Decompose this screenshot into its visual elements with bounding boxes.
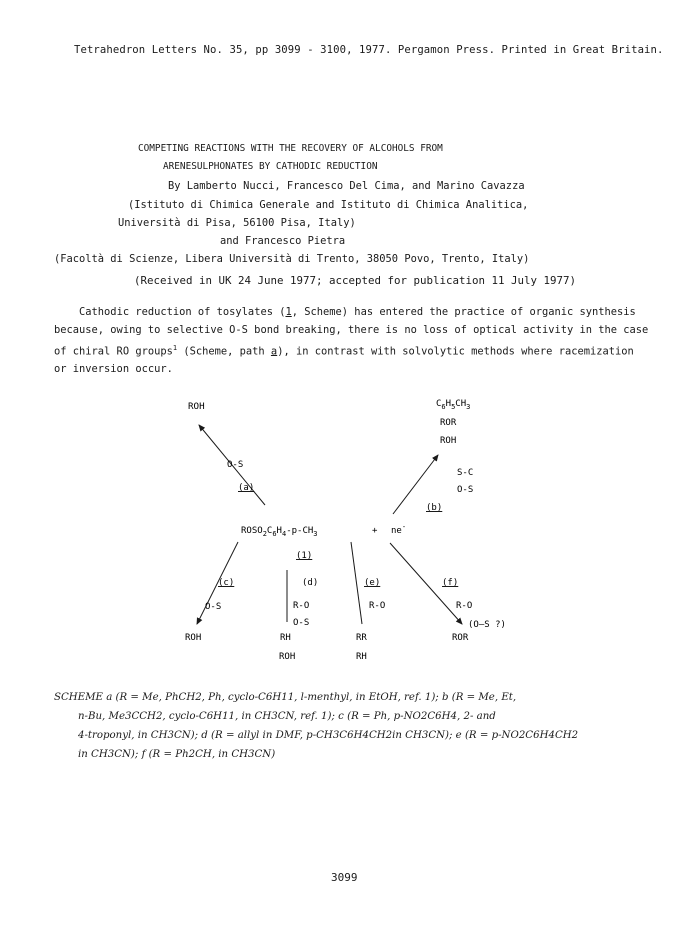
plus-sign: + <box>372 526 378 536</box>
page-number: 3099 <box>331 871 358 884</box>
received-dates: (Received in UK 24 June 1977; accepted for publication 11 July 1977) <box>134 274 577 287</box>
path-b-product-3: ROH <box>440 436 457 446</box>
affiliation-line-1: (Istituto di Chimica Generale and Istituto di Chimica Analitica, <box>128 199 529 211</box>
path-a-label: (a) <box>238 483 255 493</box>
affiliation-line-4: (Facoltà di Scienze, Libera Università di Trento, 38050 Povo, Trento, Italy) <box>54 253 530 265</box>
compound-number: (1) <box>296 551 313 561</box>
author-list: By Lamberto Nucci, Francesco Del Cima, and Marino Cavazza <box>168 180 525 192</box>
title-line-1: COMPETING REACTIONS WITH THE RECOVERY OF ALCOHOLS FROM <box>138 143 443 154</box>
path-f-bond-1: R-O <box>456 601 473 611</box>
paragraph-line-2: because, owing to selective O-S bond breaking, there is no loss of optical activity in the case <box>54 324 649 336</box>
path-b-label: (b) <box>426 503 443 513</box>
affiliation-line-3: and Francesco Pietra <box>220 235 346 247</box>
paragraph-line-3: of chiral RO groups$^1$ (Scheme, path a), in contrast with solvolytic methods where racemization <box>54 344 634 358</box>
caption-line-2: n-Bu, Me3CCH2, cyclo-C6H11, in CH3CN, ref. 1); c (R = Ph, p-NO2C6H4, 2- and <box>78 711 496 722</box>
path-a-bond: O-S <box>227 460 244 470</box>
affiliation-line-2: Università di Pisa, 56100 Pisa, Italy) <box>118 217 356 229</box>
path-f-label: (f) <box>442 578 459 588</box>
caption-line-4: in CH3CN); f (R = Ph2CH, in CH3CN) <box>78 749 276 760</box>
path-c-label: (c) <box>218 578 235 588</box>
path-e-label: (e) <box>364 578 381 588</box>
journal-header: Tetrahedron Letters No. 35, pp 3099 - 3100, 1977. Pergamon Press. Printed in Great Britain. <box>74 44 664 56</box>
arrow-path-e <box>351 542 362 624</box>
compound-ref: 1 <box>285 306 292 318</box>
path-f-bond-2: (O—S ?) <box>468 620 506 630</box>
path-c-product: ROH <box>185 633 202 643</box>
path-d-product-2: ROH <box>279 652 296 662</box>
path-b-product-1: $C_6H_5CH_3$ <box>436 399 471 411</box>
electrons: ne- <box>391 523 407 536</box>
path-e-product-2: RH <box>356 652 367 662</box>
path-d-label: (d) <box>302 578 319 588</box>
path-d-product-1: RH <box>280 633 291 643</box>
path-f-product: ROR <box>452 633 469 643</box>
path-d-bond-2: O-S <box>293 618 310 628</box>
path-b-bond-2: O-S <box>457 485 474 495</box>
path-e-bond: R-O <box>369 601 386 611</box>
path-b-bond-1: S-C <box>457 468 474 478</box>
path-e-product-1: RR <box>356 633 367 643</box>
paragraph-line-1: Cathodic reduction of tosylates (1, Scheme) has entered the practice of organic synthesis <box>79 306 636 318</box>
caption-line-3: 4-troponyl, in CH3CN); d (R = allyl in DMF, p-CH3C6H4CH2in CH3CN); e (R = p-NO2C6H4CH2 <box>78 730 579 741</box>
footnote-ref: 1 <box>172 344 178 352</box>
path-a-product: ROH <box>188 401 205 412</box>
title-line-2: ARENESULPHONATES BY CATHODIC REDUCTION <box>163 161 378 172</box>
path-d-bond-1: R-O <box>293 601 310 611</box>
tosylate-formula: $ROSO_2C_6H_4-p-CH_3$ <box>241 526 318 538</box>
path-b-product-2: ROR <box>440 418 457 428</box>
paragraph-line-4: or inversion occur. <box>54 363 173 376</box>
caption-line-1: SCHEME a (R = Me, PhCH2, Ph, cyclo-C6H11, l-menthyl, in EtOH, ref. 1); b (R = Me, Et, <box>54 692 517 703</box>
path-c-bond: O-S <box>205 602 222 612</box>
